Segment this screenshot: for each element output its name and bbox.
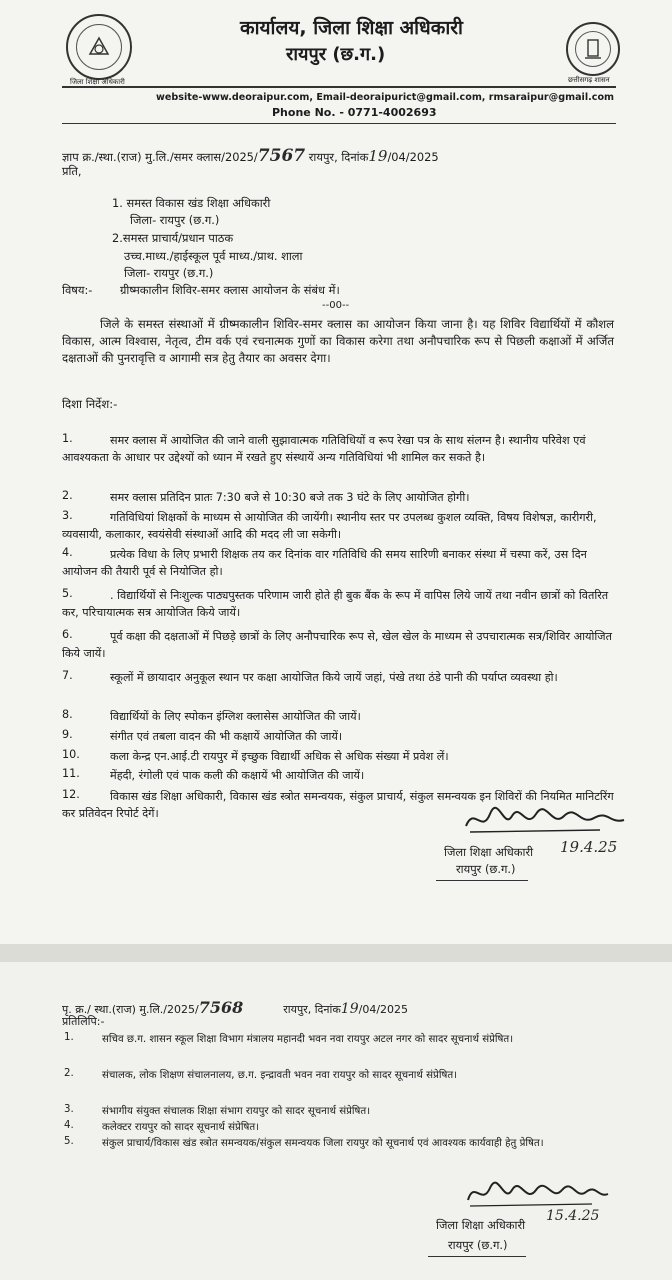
- item-number: 1.: [62, 432, 73, 445]
- item-number: 9.: [62, 728, 73, 741]
- phone-line: Phone No. - 0771-4002693: [272, 106, 437, 119]
- reference-line: [62, 146, 439, 166]
- copy-item-2: संचालक, लोक शिक्षण संचालनालय, छ.ग. इन्द्रावती भवन नवा रायपुर को सादर सूचनार्थ संप्रेषित।: [102, 1070, 458, 1081]
- guideline-item-10: कला केन्द्र एन.आई.टी रायपुर में इच्छुक विद्यार्थी अधिक से अधिक संख्या में प्रवेश लें।: [110, 750, 449, 763]
- signature-date: 19.4.25: [560, 838, 618, 856]
- item-number: 5.: [62, 587, 73, 600]
- recipient-1-line-2: जिला- रायपुर (छ.ग.): [130, 213, 220, 227]
- guidelines-title: दिशा निर्देश:-: [62, 397, 118, 411]
- signature-underline: [436, 880, 528, 881]
- prati-label: प्रति,: [62, 164, 82, 178]
- item-number: 11.: [62, 767, 80, 780]
- subject-label: विषय:-: [62, 283, 93, 297]
- guideline-item-4: प्रत्येक विधा के लिए प्रभारी शिक्षक तय कर दिनांक वार गतिविधि की समय सारिणी बनाकर संस्था में चस्पा करें, उस दिन आयोजन की तैयारी पूर्व से नियोजित हो।: [62, 548, 587, 579]
- reference-prefix: ज्ञाप क्र./स्था.(राज) मु.लि./समर क्लास/2025/: [62, 150, 258, 164]
- state-emblem: [566, 22, 620, 76]
- guideline-item-12: विकास खंड शिक्षा अधिकारी, विकास खंड स्त्रोत समन्वयक, संकुल प्राचार्य, संकुल समन्वयक इन शिविरों की नियमित मानिटरिंग कर प्रतिवेदन रिपोर्ट देगें।: [62, 790, 614, 821]
- reference-day: 19: [368, 147, 388, 165]
- guideline-item-5: . विद्यार्थियों से निःशुल्क पाठ्यपुस्तक परिणाम जारी होते ही बुक बैंक के रूप में वापिस लिये जायें तथा नवीन छात्रों को वितरित कर, परिचायात्मक सत्र आयोजित किये जायें।: [62, 589, 609, 620]
- item-number: 2.: [62, 489, 73, 502]
- reference-mid: रायपुर, दिनांक: [305, 150, 369, 164]
- header-rule-2: [62, 123, 616, 124]
- copy-item-4: कलेक्टर रायपुर को सादर सूचनार्थ संप्रेषित।: [102, 1122, 260, 1133]
- guideline-item-1: समर क्लास में आयोजित की जाने वाली सुझावात्मक गतिविधियों व रूप रेखा पत्र के साथ संलग्न है। स्थानीय परिवेश एवं आवश्यकता के आधार पर उद्देश्यों को ध्यान में रखते हुए संस्थायें अन्य गतिविधियां भी शामिल कर सकते है।: [62, 434, 586, 465]
- guideline-item-6: पूर्व कक्षा की दक्षताओं में पिछड़े छात्रों के लिए अनौपचारिक रूप से, खेल खेल के माध्यम से उपचारात्मक सत्र/शिविर आयोजित किये जायें।: [62, 630, 612, 661]
- contact-line: website-www.deoraipur.com, Email-deoraipurict@gmail.com, rmsaraipur@gmail.com: [156, 92, 615, 103]
- copy-signature-scribble: [462, 1176, 612, 1212]
- item-number: 10.: [62, 748, 80, 761]
- copy-signature-designation: जिला शिक्षा अधिकारी: [436, 1218, 526, 1232]
- copy-number: 2.: [64, 1068, 74, 1079]
- subject-text: ग्रीष्मकालीन शिविर-समर क्लास आयोजन के संबंध में।: [120, 283, 340, 297]
- item-number: 3.: [62, 509, 73, 522]
- item-number: 12.: [62, 788, 80, 801]
- signature-designation: जिला शिक्षा अधिकारी: [444, 845, 534, 859]
- recipient-1-line-1: 1. समस्त विकास खंड शिक्षा अधिकारी: [112, 196, 271, 210]
- copy-number: 1.: [64, 1032, 74, 1043]
- signature-city: रायपुर (छ.ग.): [456, 862, 516, 876]
- copy-reference-number: 7568: [198, 998, 244, 1017]
- copy-number: 3.: [64, 1104, 74, 1115]
- item-number: 8.: [62, 708, 73, 721]
- office-title: कार्यालय, जिला शिक्षा अधिकारी: [240, 17, 463, 39]
- item-number: 7.: [62, 669, 73, 682]
- reference-date: /04/2025: [387, 150, 439, 164]
- copy-reference-line: [62, 998, 408, 1017]
- copy-number: 5.: [64, 1136, 74, 1147]
- guideline-item-7: स्कूलों में छायादार अनुकूल स्थान पर कक्षा आयोजित किये जायें जहां, पंखे तथा ठंडे पानी की पर्याप्त व्यवस्था हो।: [110, 671, 558, 684]
- copy-reference-date: /04/2025: [358, 1003, 409, 1016]
- recipient-2-line-1: 2.समस्त प्राचार्य/प्रधान पाठक: [112, 231, 234, 245]
- copy-item-3: संभागीय संयुक्त संचालक शिक्षा संभाग रायपुर को सादर सूचनार्थ संप्रेषित।: [102, 1106, 371, 1117]
- copy-reference-day: 19: [340, 1001, 359, 1017]
- subject-divider: --00--: [322, 300, 350, 311]
- item-number: 4.: [62, 546, 73, 559]
- copy-signature-date: 15.4.25: [546, 1208, 600, 1224]
- office-city: रायपुर (छ.ग.): [286, 44, 386, 65]
- signature-scribble: [460, 800, 630, 840]
- reference-number: 7567: [257, 146, 306, 166]
- copy-item-5: संकुल प्राचार्य/विकास खंड स्त्रोत समन्वयक/संकुल समन्वयक जिला रायपुर को सूचनार्थ एवं आवश्यक कार्यवाही हेतु प्रेषित।: [102, 1138, 544, 1149]
- item-number: 6.: [62, 628, 73, 641]
- right-seal-caption: छत्तीसगढ़ शासन: [568, 76, 610, 84]
- copy-reference-prefix: पृ. क्र./ स्था.(राज) मु.लि./2025/: [62, 1003, 199, 1016]
- copy-number: 4.: [64, 1120, 74, 1131]
- copy-signature-underline: [428, 1256, 526, 1257]
- guideline-item-8: विद्यार्थियों के लिए स्पोकन इंग्लिश क्लासेस आयोजित की जायें।: [110, 710, 361, 723]
- left-seal-caption: जिला शिक्षा अधिकारी: [70, 78, 125, 86]
- page-gap: [0, 944, 672, 964]
- copy-signature-city: रायपुर (छ.ग.): [448, 1238, 508, 1252]
- guideline-item-9: संगीत एवं तबला वादन की भी कक्षायें आयोजित की जायें।: [110, 730, 343, 743]
- district-education-seal: [66, 14, 132, 80]
- letter-page-2: [0, 962, 672, 1280]
- copy-label: प्रतिलिपि:-: [62, 1015, 105, 1028]
- guideline-item-3: गतिविधियां शिक्षकों के माध्यम से आयोजित की जायेंगी। स्थानीय स्तर पर उपलब्ध कुशल व्यक्ति, विषय विशेषज्ञ, कारीगरी, व्यवसायी, कलाकार, स्वयंसेवी संस्थाओं आदि की मदद ली जा सकेगी।: [62, 511, 597, 542]
- intro-paragraph: जिले के समस्त संस्थाओं में ग्रीष्मकालीन शिविर-समर क्लास का आयोजन किया जाना है। यह शिविर विद्यार्थियों में कौशल विकास, आत्म विश्वास, नेतृत्व, टीम वर्क एवं रचनात्मक गुणों का विकास करेगा तथा अनौपचारिक रूप से पिछली कक्षाओं में अर्जित दक्षताओं की पुनरावृत्ति व आगामी सत्र हेतु तैयार का अवसर देगा।: [62, 317, 614, 365]
- copy-reference-mid: रायपुर, दिनांक: [283, 1003, 341, 1016]
- copy-item-1: सचिव छ.ग. शासन स्कूल शिक्षा विभाग मंत्रालय महानदी भवन नवा रायपुर अटल नगर को सादर सूचनार्थ संप्रेषित।: [102, 1034, 514, 1045]
- guideline-item-2: समर क्लास प्रतिदिन प्रातः 7:30 बजे से 10:30 बजे तक 3 घंटे के लिए आयोजित होगी।: [110, 491, 470, 504]
- recipient-2-line-3: जिला- रायपुर (छ.ग.): [124, 266, 214, 280]
- recipient-2-line-2: उच्च.माध्य./हाईस्कूल पूर्व माध्य./प्राथ. शाला: [124, 249, 303, 263]
- guideline-item-11: मेंहदी, रंगोली एवं पाक कली की कक्षायें भी आयोजित की जायें।: [110, 769, 365, 782]
- header-rule: [62, 86, 616, 88]
